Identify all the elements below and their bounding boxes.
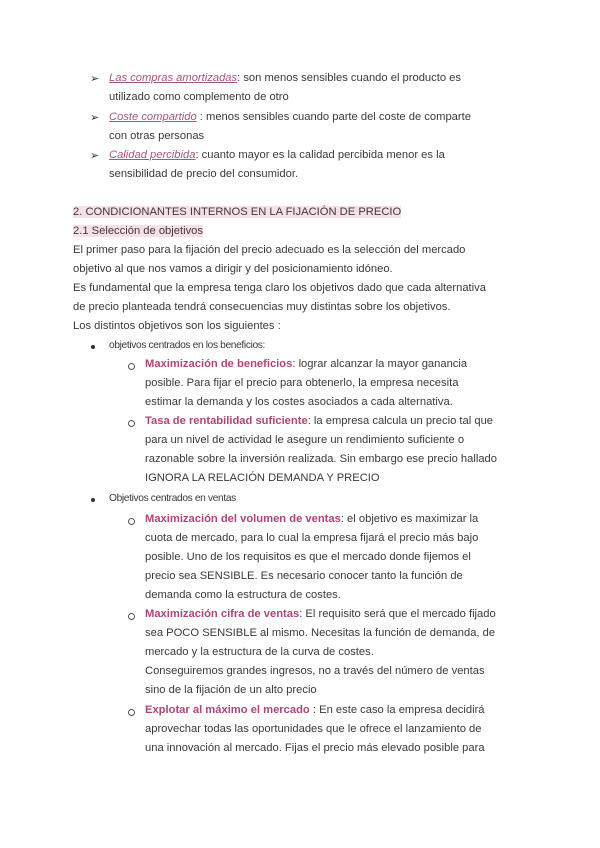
list-item: Maximización de beneficios: lograr alcanzar la mayor ganancia	[145, 358, 468, 370]
list-item-continuation: utilizado como complemento de otro	[109, 91, 289, 103]
arrow-bullet-icon: ➢	[90, 150, 100, 162]
circle-bullet-icon	[128, 613, 135, 620]
arrow-bullet-icon: ➢	[90, 73, 100, 85]
list-item-continuation: posible. Uno de los requisitos es que el mercado donde fijemos el	[145, 551, 471, 563]
list-item: Explotar al máximo el mercado : En este caso la empresa decidirá	[145, 704, 485, 716]
section-subtitle: 2.1 Selección de objetivos	[73, 225, 203, 237]
paragraph-line: Los distintos objetivos son los siguientes :	[73, 320, 281, 332]
list-item-continuation: IGNORA LA RELACIÓN DEMANDA Y PRECIO	[145, 472, 380, 484]
circle-bullet-icon	[128, 363, 135, 370]
list-item-continuation: razonable sobre la inversión realizada. Sin embargo ese precio hallado	[145, 453, 497, 465]
list-item-continuation: Conseguiremos grandes ingresos, no a través del número de ventas	[145, 665, 485, 677]
list-item-continuation: cuota de mercado, para lo cual la empresa fijará el precio más bajo	[145, 532, 479, 544]
group-heading: objetivos centrados en los beneficios:	[109, 340, 266, 351]
list-item: Tasa de rentabilidad suficiente: la empresa calcula un precio tal que	[145, 415, 494, 427]
arrow-bullet-icon: ➢	[90, 112, 100, 124]
term-link[interactable]: Las compras amortizadas	[109, 72, 238, 84]
list-item: Las compras amortizadas: son menos sensibles cuando el producto es	[109, 72, 461, 84]
bullet-icon	[91, 345, 95, 349]
group-heading: Objetivos centrados en ventas	[109, 493, 236, 504]
list-item-continuation: estimar la demanda y los costes asociados a cada alternativa.	[145, 396, 453, 408]
circle-bullet-icon	[128, 518, 135, 525]
section-title: 2. CONDICIONANTES INTERNOS EN LA FIJACIÓN DE PRECIO	[73, 206, 402, 218]
list-item-continuation: para un nivel de actividad le asegure un rendimiento suficiente o	[145, 434, 465, 446]
list-item-continuation: sino de la fijación de un alto precio	[145, 684, 317, 696]
paragraph-line: Es fundamental que la empresa tenga claro los objetivos dado que cada alternativa	[73, 282, 486, 294]
paragraph-line: objetivo al que nos vamos a dirigir y del posicionamiento idóneo.	[73, 263, 393, 275]
paragraph-line: de precio planteada tendrá consecuencias muy distintas sobre los objetivos.	[73, 301, 451, 313]
list-item-continuation: precio sea SENSIBLE. Es necesario conocer tanto la función de	[145, 570, 463, 582]
list-item-continuation: sensibilidad de precio del consumidor.	[109, 168, 299, 180]
term-link[interactable]: Calidad percibida	[109, 149, 196, 161]
list-item: Maximización del volumen de ventas: el objetivo es maximizar la	[145, 513, 479, 525]
list-item-continuation: posible. Para fijar el precio para obtenerlo, la empresa necesita	[145, 377, 459, 389]
list-item-continuation: demanda como la estructura de costes.	[145, 589, 341, 601]
paragraph-line: El primer paso para la fijación del precio adecuado es la selección del mercado	[73, 244, 466, 256]
list-item: Coste compartido : menos sensibles cuando parte del coste de comparte	[109, 111, 471, 123]
circle-bullet-icon	[128, 709, 135, 716]
list-item-continuation: aprovechar todas las oportunidades que le ofrece el lanzamiento de	[145, 723, 482, 735]
term-link[interactable]: Coste compartido	[109, 111, 197, 123]
circle-bullet-icon	[128, 420, 135, 427]
list-item-continuation: sea POCO SENSIBLE al mismo. Necesitas la función de demanda, de	[145, 627, 496, 639]
list-item: Calidad percibida: cuanto mayor es la calidad percibida menor es la	[109, 149, 445, 161]
list-item: Maximización cifra de ventas: El requisito será que el mercado fijado	[145, 608, 496, 620]
list-item-continuation: con otras personas	[109, 130, 205, 142]
list-item-continuation: mercado y la estructura de la curva de costes.	[145, 646, 374, 658]
bullet-icon	[91, 498, 95, 502]
list-item-continuation: una innovación al mercado. Fijas el precio más elevado posible para	[145, 742, 485, 754]
